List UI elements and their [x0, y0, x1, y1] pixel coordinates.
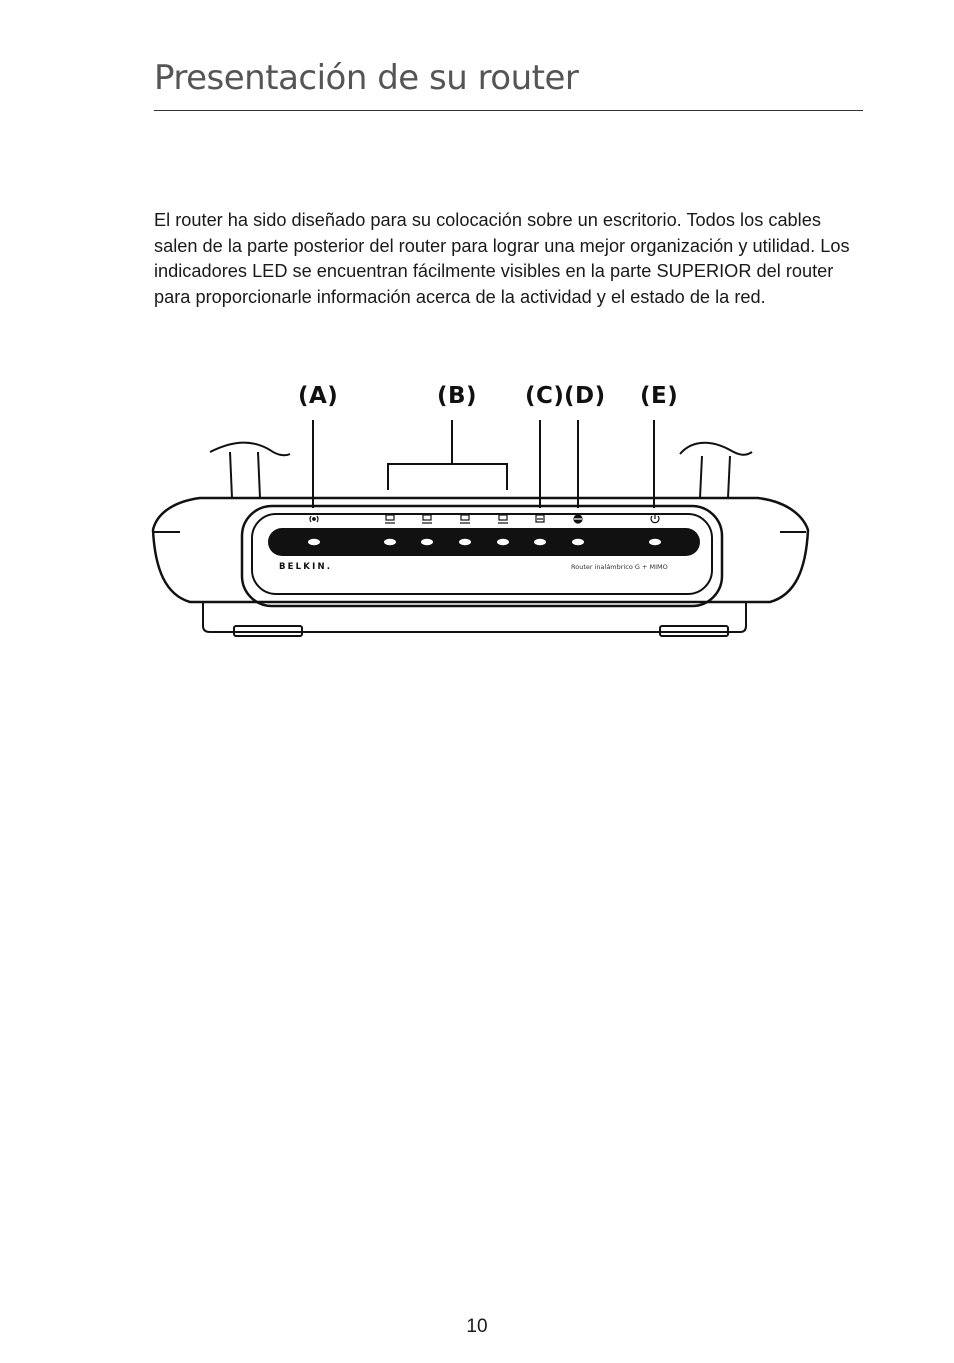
led-lan-3 — [459, 539, 471, 545]
antenna-left — [230, 452, 260, 498]
led-strip — [268, 528, 700, 556]
callout-d: (D) — [564, 383, 606, 409]
led-power — [649, 539, 661, 545]
page-number: 10 — [466, 1316, 488, 1337]
intro-paragraph: El router ha sido diseñado para su colocación sobre un escritorio. Todos los cables salen de la parte posterior del router para lograr una mejor organización y utilidad. Los indicadores LED se encuentran fácilmente visibles en la parte SUPERIOR del router para proporcionarle información acerca de la actividad y el estado de la red. — [154, 210, 850, 307]
router-illustration — [140, 370, 820, 650]
led-wireless — [308, 539, 320, 545]
led-lan-2 — [421, 539, 433, 545]
router-diagram — [140, 370, 820, 650]
callout-b: (B) — [437, 383, 478, 409]
leader-b — [388, 420, 507, 490]
computer-icon — [460, 515, 470, 523]
callout-a: (A) — [298, 383, 339, 409]
wireless-icon — [310, 516, 318, 522]
led-internet — [572, 539, 584, 545]
antenna-right — [700, 456, 730, 498]
led-lan-4 — [497, 539, 509, 545]
callout-e: (E) — [640, 383, 679, 409]
led-modem — [534, 539, 546, 545]
antenna-right-tip — [680, 443, 752, 455]
title-rule — [154, 110, 863, 111]
computer-icon — [422, 515, 432, 523]
model-label: Router inalámbrico G + MIMO — [571, 563, 668, 571]
modem-icon — [536, 515, 544, 522]
computer-icon — [498, 515, 508, 523]
internet-icon — [574, 515, 582, 523]
computer-icon — [385, 515, 395, 523]
callout-c: (C) — [525, 383, 565, 409]
page-title: Presentación de su router — [154, 58, 579, 98]
power-icon — [651, 514, 659, 523]
brand-logo: BELKIN. — [279, 562, 333, 572]
antenna-left-tip — [210, 443, 290, 456]
led-lan-1 — [384, 539, 396, 545]
